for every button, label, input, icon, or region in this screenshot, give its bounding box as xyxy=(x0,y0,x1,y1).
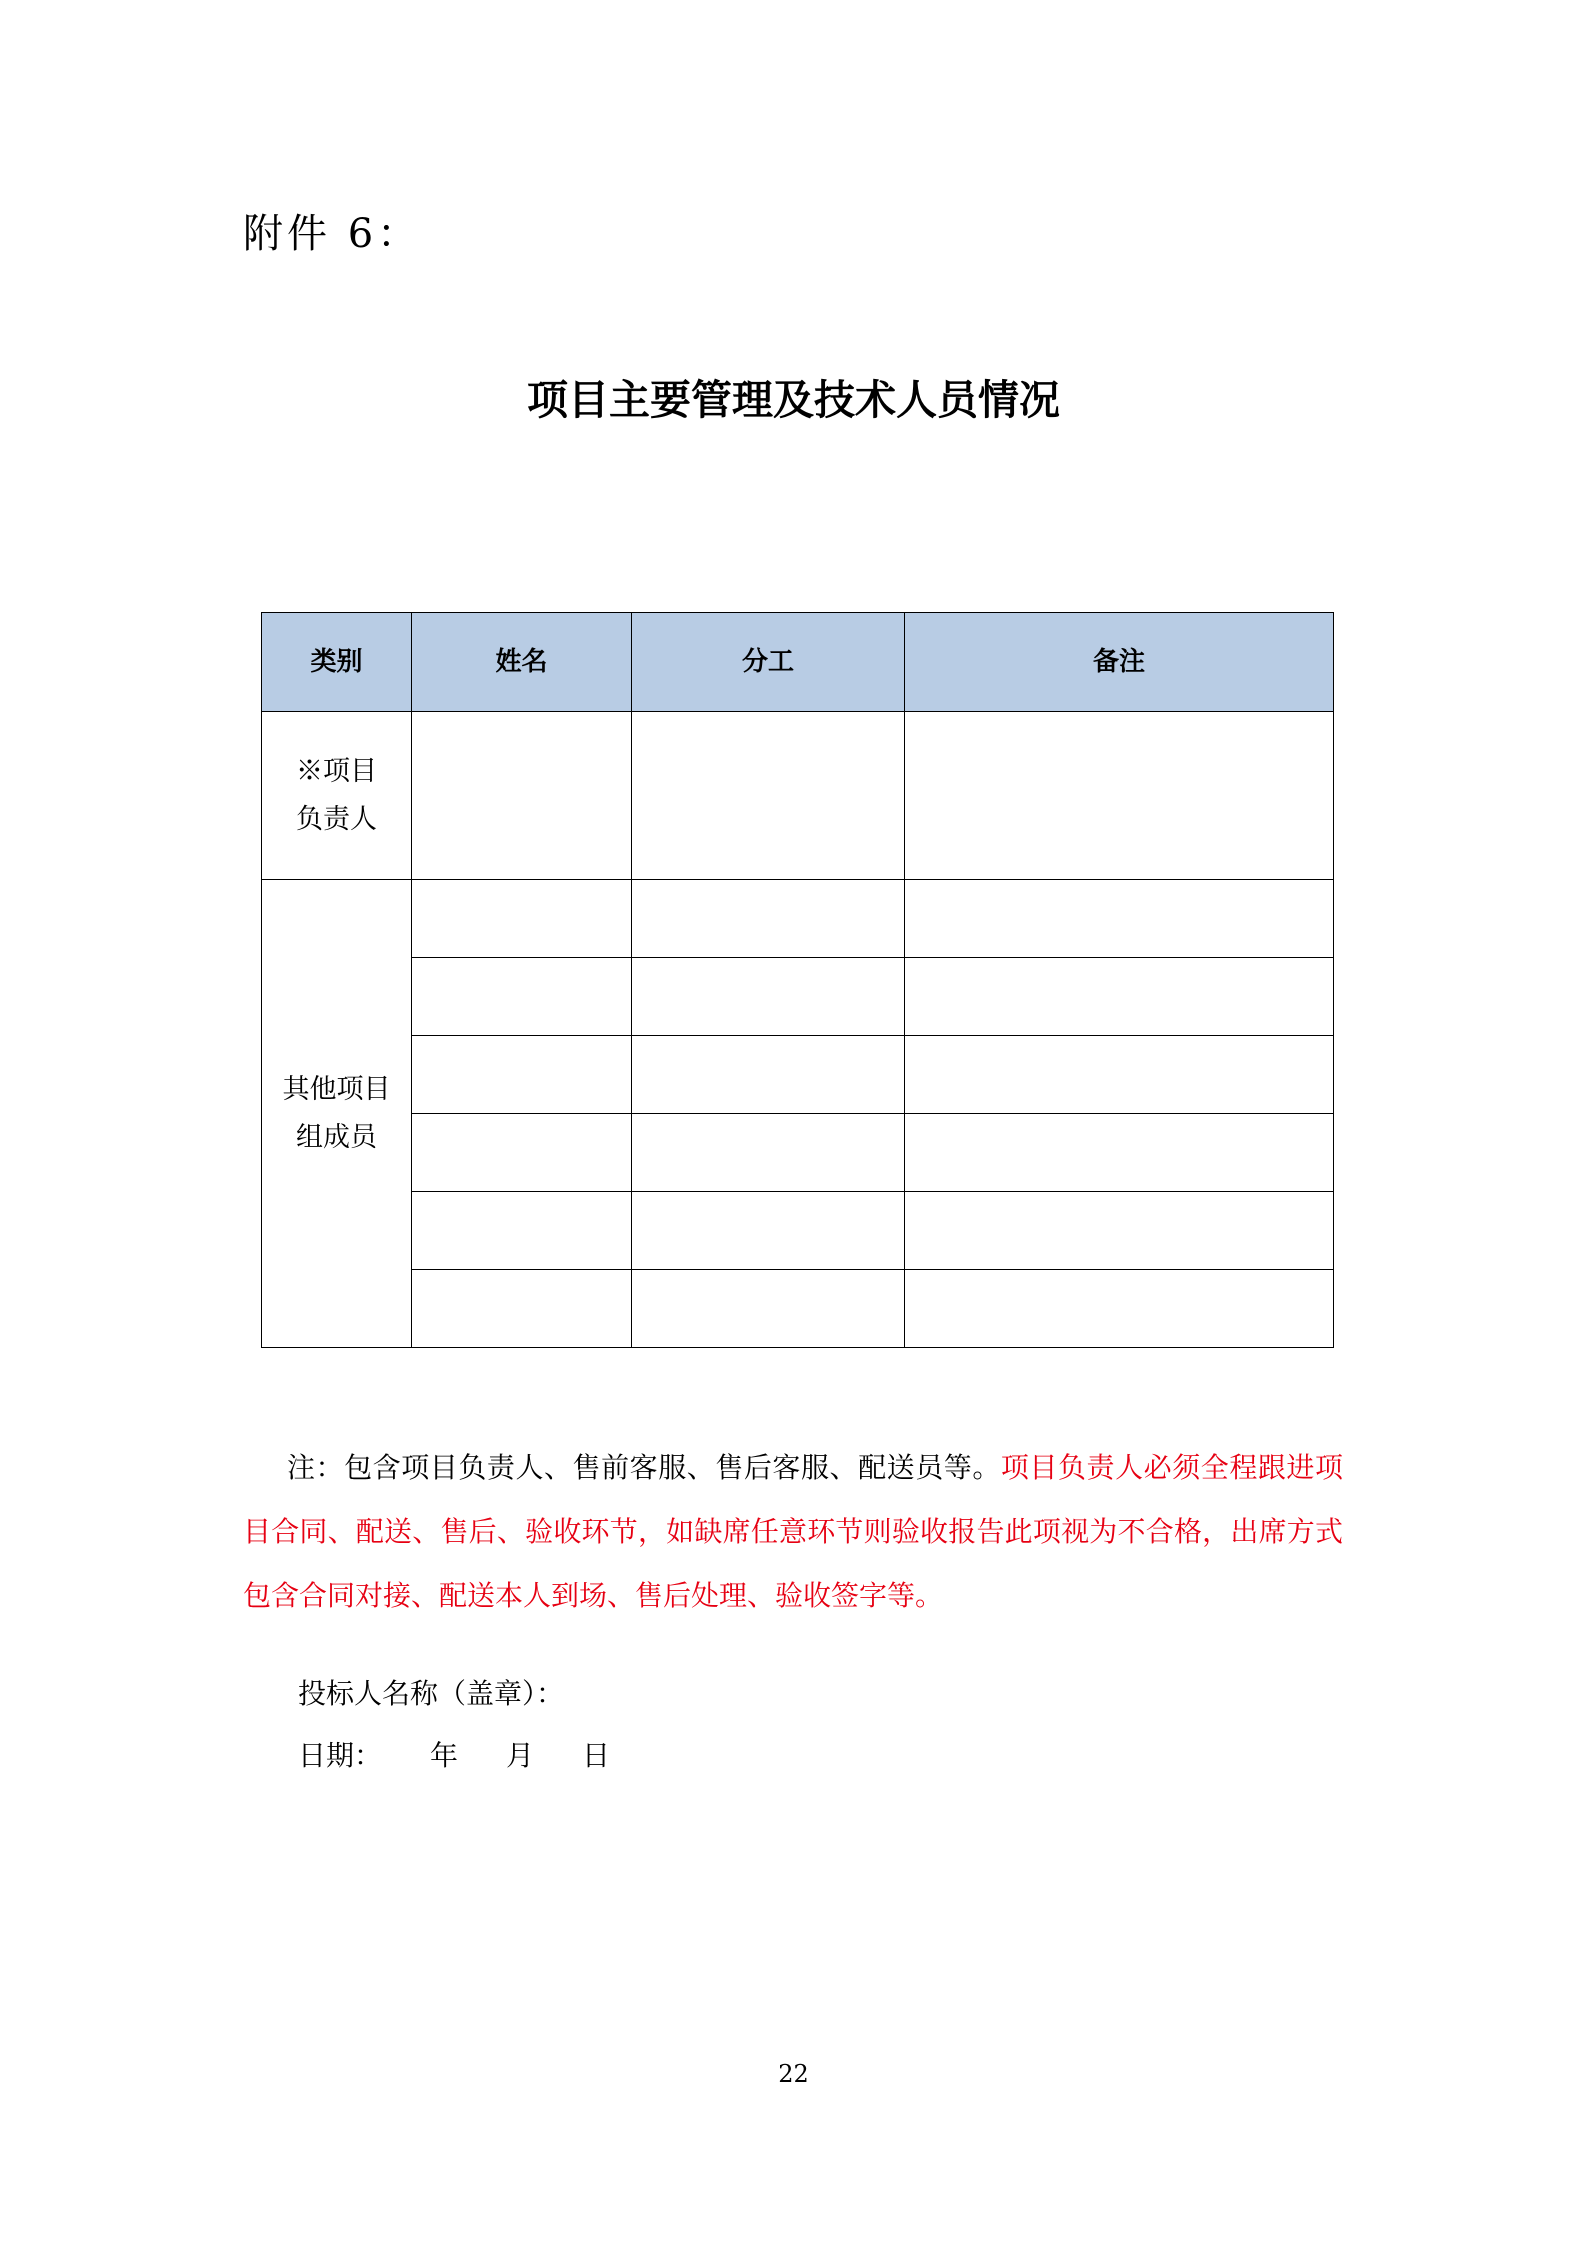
table-row-member xyxy=(262,1270,1334,1348)
note-text: 注：包含项目负责人、售前客服、售后客服、配送员等。 xyxy=(287,1451,1001,1484)
member-remarks-cell[interactable] xyxy=(905,880,1334,958)
table-header-row xyxy=(262,613,1334,712)
note-warning-text: 项目负责人必须全程跟进项目合同、配送、售后、验收环节，如缺席任意环节则验收报告此项视为不合格，出席方式包含合同对接、配送本人到场、售后处理、验收签字等。 xyxy=(243,1451,1343,1612)
member-remarks-cell[interactable] xyxy=(905,958,1334,1036)
member-duty-cell[interactable] xyxy=(632,1114,905,1192)
document-title: 项目主要管理及技术人员情况 xyxy=(527,376,1060,424)
lead-name-cell[interactable] xyxy=(412,712,632,880)
lead-duty-cell[interactable] xyxy=(632,712,905,880)
header-remarks: 备注 xyxy=(905,613,1334,712)
staff-table xyxy=(261,612,1334,1348)
category-project-lead-line2: 负责人 xyxy=(296,803,377,835)
date-line xyxy=(298,1734,610,1778)
member-name-cell[interactable] xyxy=(412,958,632,1036)
date-label: 日期： xyxy=(298,1739,383,1772)
lead-remarks-cell[interactable] xyxy=(905,712,1334,880)
member-duty-cell[interactable] xyxy=(632,1192,905,1270)
member-duty-cell[interactable] xyxy=(632,1036,905,1114)
member-remarks-cell[interactable] xyxy=(905,1114,1334,1192)
member-remarks-cell[interactable] xyxy=(905,1036,1334,1114)
note-paragraph xyxy=(243,1436,1343,1628)
category-project-lead-line1: ※项目 xyxy=(296,755,377,787)
date-day: 日 xyxy=(582,1739,611,1772)
member-duty-cell[interactable] xyxy=(632,958,905,1036)
header-duty: 分工 xyxy=(632,613,905,712)
category-project-lead xyxy=(262,712,412,880)
member-remarks-cell[interactable] xyxy=(905,1270,1334,1348)
table-row-member xyxy=(262,1114,1334,1192)
table-row-member xyxy=(262,880,1334,958)
member-name-cell[interactable] xyxy=(412,1270,632,1348)
table-row-project-lead xyxy=(262,712,1334,880)
date-year: 年 xyxy=(430,1739,459,1772)
table-row-member xyxy=(262,1192,1334,1270)
member-remarks-cell[interactable] xyxy=(905,1192,1334,1270)
member-name-cell[interactable] xyxy=(412,1114,632,1192)
member-name-cell[interactable] xyxy=(412,880,632,958)
attachment-label: 附件 6： xyxy=(243,211,422,257)
category-other-members-line1: 其他项目 xyxy=(282,1073,391,1105)
table-row-member xyxy=(262,958,1334,1036)
header-name: 姓名 xyxy=(412,613,632,712)
member-duty-cell[interactable] xyxy=(632,1270,905,1348)
page-number: 22 xyxy=(778,2060,809,2088)
table-row-member xyxy=(262,1036,1334,1114)
date-month: 月 xyxy=(506,1739,535,1772)
category-other-members xyxy=(262,880,412,1348)
category-other-members-line2: 组成员 xyxy=(296,1121,377,1153)
member-name-cell[interactable] xyxy=(412,1036,632,1114)
member-name-cell[interactable] xyxy=(412,1192,632,1270)
member-duty-cell[interactable] xyxy=(632,880,905,958)
bidder-name-label: 投标人名称（盖章）： xyxy=(298,1677,565,1710)
header-category: 类别 xyxy=(262,613,412,712)
